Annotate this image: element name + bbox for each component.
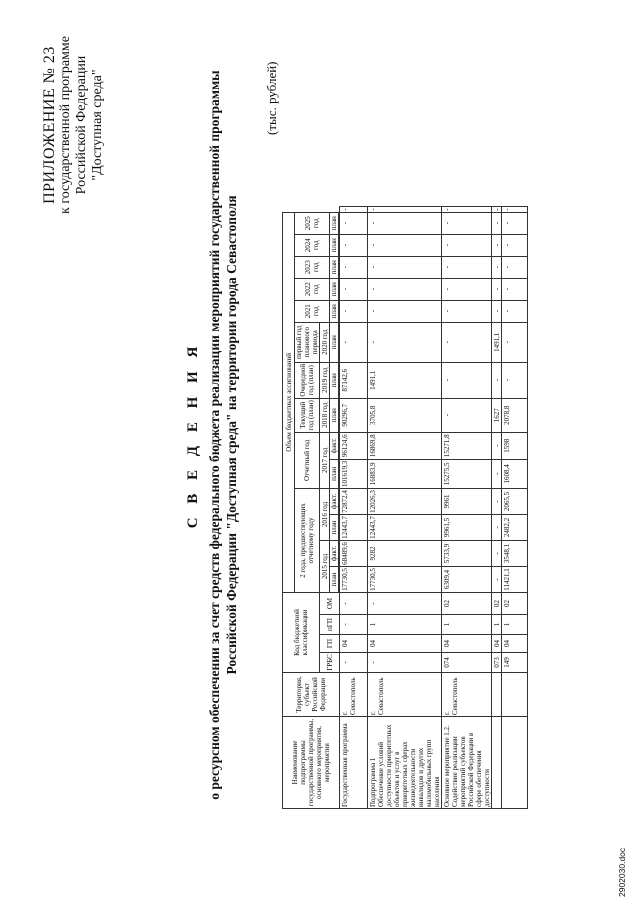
header-volume: Объем бюджетных ассигнований xyxy=(283,212,295,592)
header-plan: план xyxy=(330,300,339,322)
row-value: 1598 xyxy=(502,432,528,459)
row-value: - xyxy=(502,234,528,256)
row-value: 87142,6 xyxy=(340,362,368,398)
row-value: 3548,1 xyxy=(502,541,528,567)
table-row xyxy=(502,207,528,809)
row-territory: г. Севастополь xyxy=(368,673,442,717)
row-value: - xyxy=(340,256,368,278)
row-grbs: - xyxy=(340,653,368,673)
row-value: - xyxy=(368,234,442,256)
row-value: - xyxy=(492,459,502,488)
row-pgp: 1 xyxy=(442,615,492,635)
row-value: - xyxy=(442,234,492,256)
header-territory: Территория, субъект Российской Федерации xyxy=(283,673,340,717)
row-value: - xyxy=(368,300,442,322)
document-title-line: Российской Федерации "Доступная среда" на территории города Севастополя xyxy=(224,195,239,675)
row-om: - xyxy=(340,593,368,615)
row-value: 2065,5 xyxy=(502,489,528,515)
row-value: - xyxy=(502,278,528,300)
row-value: - xyxy=(340,322,368,362)
row-value: - xyxy=(492,212,502,234)
header-grbs: ГРБС xyxy=(320,653,340,673)
row-value: - xyxy=(492,300,502,322)
header-year: 2016 год xyxy=(320,489,330,541)
row-name: Основное мероприятие 1.2. Содействие реализации мероприятий субъектов Российской Федерации в сфере обеспечения доступности xyxy=(442,717,492,809)
budget-table xyxy=(282,206,528,809)
row-value: - xyxy=(492,541,502,567)
row-value: - xyxy=(493,208,501,211)
row-value: - xyxy=(340,212,368,234)
header-plan: план xyxy=(330,362,339,398)
row-value: - xyxy=(492,432,502,459)
row-value: - xyxy=(368,256,442,278)
header-first-year: первый год планового периода xyxy=(295,322,320,362)
row-value: 2078,8 xyxy=(502,398,528,432)
appendix-number: ПРИЛОЖЕНИЕ № 23 xyxy=(41,46,58,204)
row-grbs: 074 xyxy=(442,653,492,673)
header-plan: план xyxy=(330,278,339,300)
row-value: 16869,8 xyxy=(368,432,442,459)
header-fact: факт. xyxy=(330,489,339,515)
header-plan: план xyxy=(330,398,339,432)
row-grbs: - xyxy=(368,653,442,673)
header-year: 2019 год xyxy=(320,362,330,398)
row-value: - xyxy=(502,212,528,234)
row-pgp: 1 xyxy=(368,615,442,635)
header-report-year: Отчетный год xyxy=(295,432,320,488)
row-value: 1608,4 xyxy=(502,459,528,488)
header-plan: план xyxy=(330,234,339,256)
table-row xyxy=(368,207,442,809)
header-next-year: Очередной год (план) xyxy=(295,362,320,398)
header-plan: план xyxy=(330,515,339,541)
row-value: 9961,5 xyxy=(442,515,492,541)
row-value: - xyxy=(368,207,442,212)
row-value: - xyxy=(340,278,368,300)
row-value: 15271,8 xyxy=(442,432,492,459)
row-value: - xyxy=(442,322,492,362)
row-name: Государственная программа xyxy=(340,717,368,809)
header-gp: ГП xyxy=(320,635,340,653)
row-value: 5733,9 xyxy=(442,541,492,567)
row-value: - xyxy=(442,300,492,322)
header-two-years: 2 года, предшествующих отчетному году xyxy=(295,489,320,593)
row-gp: 04 xyxy=(442,635,492,653)
row-value: - xyxy=(368,278,442,300)
header-plan: план xyxy=(330,322,339,362)
table-row xyxy=(442,207,492,809)
row-value: - xyxy=(502,362,528,398)
header-year: 2025 год xyxy=(295,212,330,234)
appendix-line: к государственной программе xyxy=(58,36,73,214)
header-year: 2015 год xyxy=(320,541,330,593)
header-plan: план xyxy=(330,459,339,488)
header-plan: план xyxy=(330,567,339,593)
row-gp: 04 xyxy=(368,635,442,653)
row-value: - xyxy=(492,362,502,398)
table-row xyxy=(340,207,368,809)
row-value: 90296,7 xyxy=(340,398,368,432)
row-value: - xyxy=(502,256,528,278)
appendix-line: "Доступная среда" xyxy=(90,69,105,181)
row-value: - xyxy=(492,489,502,515)
header-code: Код бюджетной классификации xyxy=(283,593,320,673)
row-pgp: - xyxy=(340,615,368,635)
row-value: - xyxy=(492,256,502,278)
row-value: 12026,3 xyxy=(368,489,442,515)
row-value: 17730,5 xyxy=(368,567,442,593)
document-title-line: о ресурсном обеспечении за счет средств федерального бюджета реализации мероприятий государственной программы xyxy=(207,70,222,800)
header-year: 2017 год xyxy=(320,432,330,488)
header-name: Наименование подпрограммы государственной программы, основного мероприятия, мероприятия xyxy=(283,717,340,809)
row-om: - xyxy=(368,593,442,615)
header-current-year: Текущий год (план) xyxy=(295,398,320,432)
row-value: 17730,5 xyxy=(340,567,368,593)
row-name xyxy=(502,717,528,809)
document-heading: С В Е Д Е Н И Я xyxy=(185,341,201,529)
row-grbs: 149 xyxy=(502,653,528,673)
row-pgp: 1 xyxy=(502,615,528,635)
row-territory xyxy=(492,673,502,717)
row-value: 72872,4 xyxy=(340,489,368,515)
row-om: 02 xyxy=(442,593,492,615)
row-value: 68489,6 xyxy=(340,541,368,567)
appendix-block xyxy=(42,5,106,245)
row-value: - xyxy=(492,567,502,593)
row-value: - xyxy=(442,398,492,432)
file-name: 2902030.doc xyxy=(617,847,627,897)
header-om: ОМ xyxy=(320,593,340,615)
row-territory: г. Севастополь xyxy=(442,673,492,717)
row-value: 96124,6 xyxy=(340,432,368,459)
row-value: 3705,8 xyxy=(368,398,442,432)
row-om: 02 xyxy=(502,593,528,615)
header-year: 2021 год xyxy=(295,300,330,322)
row-value: 16883,9 xyxy=(368,459,442,488)
row-name xyxy=(492,717,502,809)
header-fact: факт. xyxy=(330,541,339,567)
row-grbs: 073 xyxy=(492,653,502,673)
header-fact: факт. xyxy=(330,432,339,459)
row-value: - xyxy=(492,515,502,541)
row-value: 9961 xyxy=(442,489,492,515)
row-value: - xyxy=(368,212,442,234)
row-value: - xyxy=(340,234,368,256)
row-value: 11421,1 xyxy=(502,567,528,593)
row-value: - xyxy=(502,322,528,362)
row-value: - xyxy=(442,362,492,398)
row-value: - xyxy=(502,300,528,322)
row-value: 15275,5 xyxy=(442,459,492,488)
row-value: 101619,3 xyxy=(340,459,368,488)
header-plan: план xyxy=(330,212,339,234)
row-value: 1627 xyxy=(492,398,502,432)
row-gp: 04 xyxy=(502,635,528,653)
row-territory xyxy=(502,673,528,717)
row-gp: 04 xyxy=(340,635,368,653)
row-value: - xyxy=(502,207,528,212)
row-value: 2482,2 xyxy=(502,515,528,541)
row-value: - xyxy=(340,300,368,322)
row-value: - xyxy=(442,278,492,300)
row-value: 12443,7 xyxy=(340,515,368,541)
header-year: 2024 год xyxy=(295,234,330,256)
row-value: - xyxy=(442,256,492,278)
table-row xyxy=(492,207,502,809)
row-value: - xyxy=(492,234,502,256)
header-year: 2020 год xyxy=(320,322,330,362)
row-om: 02 xyxy=(492,593,502,615)
header-year: 2022 год xyxy=(295,278,330,300)
row-value: - xyxy=(340,207,368,212)
header-plan: план xyxy=(330,256,339,278)
header-pgp: пГП xyxy=(320,615,340,635)
header-year: 2023 год xyxy=(295,256,330,278)
row-pgp: 1 xyxy=(492,615,502,635)
row-value: - xyxy=(492,278,502,300)
appendix-line: Российской Федерации xyxy=(74,55,89,195)
row-territory: г. Севастополь xyxy=(340,673,368,717)
units-label: (тыс. рублей) xyxy=(264,61,279,135)
row-name: Подпрограмма 1 Обеспечение условий доступности приоритетных объектов и услуг в приоритетных сферах жизнедеятельности инвалидов и других маломобильных групп населения xyxy=(368,717,442,809)
row-value: - xyxy=(442,212,492,234)
row-value: 1491,1 xyxy=(492,322,502,362)
header-year: 2018 год xyxy=(320,398,330,432)
row-value: - xyxy=(368,322,442,362)
row-value: 9282 xyxy=(368,541,442,567)
row-value: 6309,4 xyxy=(442,567,492,593)
row-value: 1491,1 xyxy=(368,362,442,398)
row-value: 12443,7 xyxy=(368,515,442,541)
row-value: - xyxy=(442,207,492,212)
row-gp: 04 xyxy=(492,635,502,653)
